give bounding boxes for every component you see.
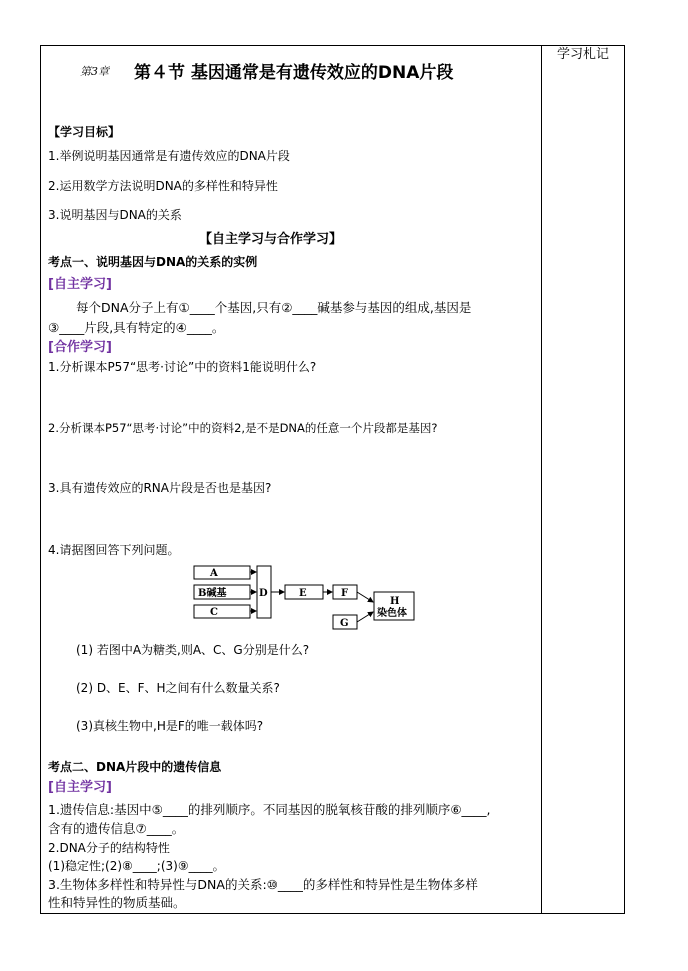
box-b xyxy=(194,585,250,599)
box-b-label: B碱基 xyxy=(198,588,227,599)
point2-line1: 1.遗传信息:基因中⑤____的排列顺序。不同基因的脱氧核苷酸的排列顺序⑥____, xyxy=(48,802,491,817)
box-a-label: A xyxy=(210,568,218,579)
question-2: 2.分析课本P57“思考·讨论”中的资料2,是不是DNA的任意一个片段都是基因? xyxy=(48,421,438,435)
sub-question-2: (2) D、E、F、H之间有什么数量关系? xyxy=(76,681,280,695)
box-g-label: G xyxy=(340,618,349,629)
sub-question-1: (1) 若图中A为糖类,则A、C、G分别是什么? xyxy=(76,643,310,657)
box-f xyxy=(333,585,357,599)
box-h xyxy=(374,592,414,620)
sub-question-3: (3)真核生物中,H是F的唯一载体吗? xyxy=(76,719,264,733)
point2-line4: (1)稳定性;(2)⑧____;(3)⑨____。 xyxy=(48,859,225,873)
point2-line2: 含有的遗传信息⑦____。 xyxy=(48,821,185,836)
box-d xyxy=(257,566,271,618)
point1-self-study-label: [自主学习] xyxy=(48,277,112,292)
box-a xyxy=(194,566,250,579)
notes-column-header: 学习札记 xyxy=(556,47,609,62)
arrow-g-h xyxy=(357,612,373,622)
point1-self-line1: 每个DNA分子上有①____个基因,只有②____碱基参与基因的组成,基因是 xyxy=(76,300,472,315)
arrow-f-h xyxy=(357,592,373,602)
point2-line3: 2.DNA分子的结构特性 xyxy=(48,841,170,855)
objective-item: 1.举例说明基因通常是有遗传效应的DNA片段 xyxy=(48,149,290,163)
point2-line6: 性和特异性的物质基础。 xyxy=(48,895,186,910)
box-d-label: D xyxy=(259,588,268,599)
chapter-label: 第3章 xyxy=(80,65,109,78)
section-heading: 【自主学习与合作学习】 xyxy=(198,232,342,247)
point2-line5: 3.生物体多样性和特异性与DNA的关系:⑩____的多样性和特异性是生物体多样 xyxy=(48,877,478,892)
question-3: 3.具有遗传效应的RNA片段是否也是基因? xyxy=(48,481,272,495)
column-divider xyxy=(541,45,542,914)
point1-self-line2: ③____片段,具有特定的④____。 xyxy=(48,320,225,335)
box-g xyxy=(333,615,357,629)
question-1: 1.分析课本P57“思考·讨论”中的资料1能说明什么? xyxy=(48,360,317,374)
box-h-sublabel: 染色体 xyxy=(377,608,407,619)
objective-item: 2.运用数学方法说明DNA的多样性和特异性 xyxy=(48,179,278,193)
box-e xyxy=(285,585,323,599)
box-f-label: F xyxy=(341,588,349,599)
objectives-heading: 【学习目标】 xyxy=(48,125,121,139)
box-e-label: E xyxy=(299,588,307,599)
box-c-label: C xyxy=(210,607,218,618)
point2-title: 考点二、DNA片段中的遗传信息 xyxy=(48,760,222,774)
objective-item: 3.说明基因与DNA的关系 xyxy=(48,208,182,222)
point1-title: 考点一、说明基因与DNA的关系的实例 xyxy=(48,255,258,269)
box-h-label: H xyxy=(390,596,400,607)
point1-coop-label: [合作学习] xyxy=(48,340,112,355)
box-c xyxy=(194,605,250,618)
page-title: 第４节 基因通常是有遗传效应的DNA片段 xyxy=(134,63,454,83)
question-4: 4.请据图回答下列问题。 xyxy=(48,543,180,557)
point2-self-study-label: [自主学习] xyxy=(48,780,112,795)
gene-relationship-diagram xyxy=(190,562,420,634)
